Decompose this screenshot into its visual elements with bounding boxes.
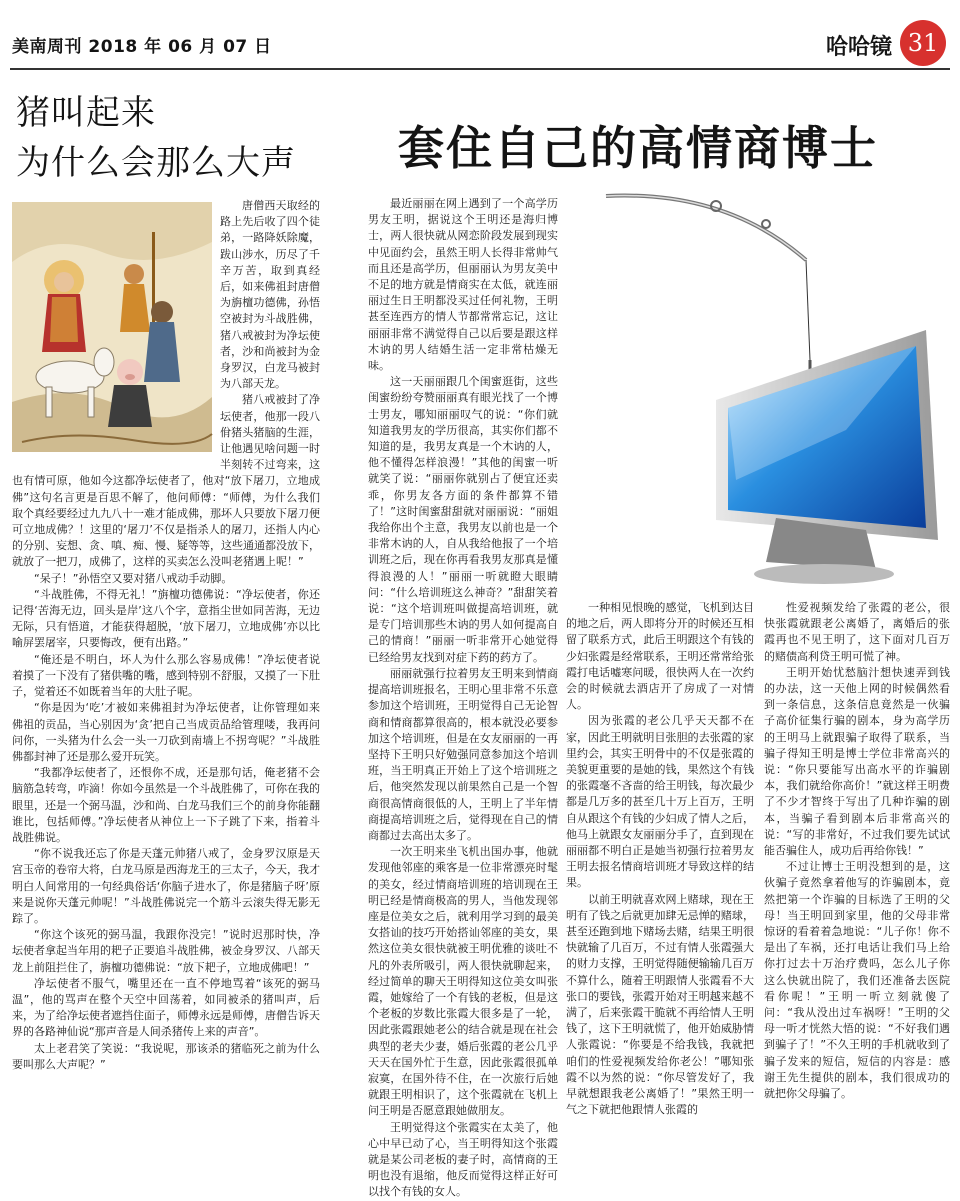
paragraph: 唐僧西天取经的路上先后收了四个徒弟，一路降妖除魔，跋山涉水，历尽了千辛万苦，取到真经后，如来佛祖封唐僧为旃檀功德佛，孙悟空被封为斗战胜佛，猪八戒被封为净坛使者，沙和尚被封为金身罗汉，白龙马被封为八部天龙。 [220, 199, 320, 391]
paragraph: “呆子！”孙悟空又要对猪八戒动手动脚。 [34, 571, 233, 585]
paragraph: “俺还是不明白，坏人为什么那么容易成佛！”净坛使者说着摸了一下没有了猪供嘴的嘴，感到特别不舒服，又摸了一下肚子，觉着还不如既着当年的大肚子呢。 [12, 652, 320, 699]
paragraph: “我都净坛使者了，还恨你不成，还是那句话，俺老猪不会脑筋急转弯，咋滴！你如今虽然是一个斗战胜佛了，可你在我的眼里，还是一个弼马温，沙和尚、白龙马我们三个的前身你能翻谁比，包括师傅。”净坛使者从神位上一下子跳了下来，指着斗战胜佛说。 [12, 766, 320, 844]
left-article [12, 88, 320, 1104]
paragraph: 丽丽就强行拉着男友王明来到情商提高培训班报名，王明心里非常不乐意参加这个培训班，王明觉得自己无论智商和情商都算很高的，根本就没必要参加这个培训班，但是在女友丽丽的一再坚持下王明只好勉强同意参加这个培训班，当王明真正开始上了这个培训班之后，他突然发现以前果然自己是一个智商很高情商很低的人，王明上了半年情商提高培训班之后，觉得现在自己的情商都过去高出太多了。 [368, 666, 558, 842]
right-article-column-3 [764, 600, 950, 1101]
publication-date-line: 美南周刊 2018 年 06 月 07 日 [12, 37, 272, 57]
right-article-title: 套住自己的高情商博士 [398, 121, 878, 175]
left-title-line-2: 为什么会那么大声 [16, 143, 296, 183]
paragraph: 一次王明来坐飞机出国办事，他就发现他邻座的乘客是一位非常漂亮时髦的美女，经过情商培训班的培训现在王明已经是情商极高的男人，当他发现邻座是位美女之后，就利用学习到的最美女搭讪的技巧开始搭讪邻座的美女，果然这位美女很快就被王明优雅的谈吐不凡的外表所吸引，两人很快就聊起来，经过简单的聊天王明得知这位美女叫张霞，她嫁给了一个有钱的老板，但是这个老板的岁数比张霞大很多是了一轮，因此张霞跟她老公的结合就是现在社会典型的老夫少妻，婚后张霞的老公几乎天天在国外忙于生意，因此张霞很孤单寂寞，在国外待不住，在一次旅行后她就跟王明相识了，这个张霞就在飞机上问王明是否愿意跟她做朋友。 [368, 845, 558, 1118]
paragraph: “你不说我还忘了你是天蓬元帅猪八戒了，金身罗汉原是天宫玉帝的卷帘大将，白龙马原是西海龙王的三太子，今天，我才明白人间常用的一句经典俗话‘你脑子进水了，你是猪脑子呀’原来是说你天蓬元帅呢！”斗战胜佛说完一个筋斗云滚失得无影无踪了。 [12, 847, 320, 925]
right-article-column-2 [566, 600, 754, 1117]
paragraph: “你是因为‘吃’才被如来佛祖封为净坛使者，让你管理如来佛祖的贡品，当心别因为‘贪’把自己当成贡品给管理喽，我再问问你，一头猪为什么会一头一刀砍到南墙上不拐弯呢？”斗战胜佛都封神了还是那么爱开玩笑。 [12, 701, 320, 763]
paragraph: 猪八戒被封了净坛使者，他那一段八佾猪头猪脑的生涯，让他遇见啥问题一时半刻转不过弯来，这也有情可原，他如今这都净坛使者了，他对“放下屠刀，立地成佛”这句名言更是百思不解了，他问师傅：“师傅，为什么我们取个真经要经过九九八十一难才能成佛，那坏人只要放下屠刀便可立地成佛？！这里的‘屠刀’不仅是指杀人的屠刀，还指人内心的分别、妄想、贪、嗔、痴、慢、疑等等，这些通通都没放下，就放了一把刀，成佛了，这样的买卖怎么没叫老猪遇上呢！” [12, 393, 320, 569]
page-number-badge: 31 [900, 20, 946, 66]
left-article-title [16, 88, 320, 188]
journey-west-illustration [12, 202, 212, 452]
paragraph: 因为张霞的老公几乎天天都不在家，因此王明就明目张胆的去张霞的家里约会，其实王明骨中的不仅是张霞的美貌更重要的是她的钱，果然这个有钱的张霞毫不吝啬的给王明钱，每次最少都是几万多的甚至几十万上百万，王明自从跟这个有钱的少妇成了情人之后，他马上就跟女友丽丽分手了，直到现在丽丽都不明白正是她当初强行拉着男友王明去报名情商培训班才导致这样的结果。 [566, 714, 754, 890]
paragraph: 这一天丽丽跟几个闺蜜逛街，这些闺蜜纷纷夸赞丽丽真有眼光找了一个博士男友，哪知丽丽叹气的说：“你们就知道我男友的学历很高，其实你们都不知道的是，我男友真是一个木讷的人，他不懂得怎样浪漫！”其他的闺蜜一听就笑了说：“丽丽你就别占了便宜还卖乖，你男友各方面的条件都算不错了！”这时闺蜜甜甜就对丽丽说：“丽姐我给你出个主意，我男友以前也是一个非常木讷的人，自从我给他报了一个培训班之后，现在你再看我男友那真是懂得浪漫的人！”丽丽一听就瞪大眼睛问：“什么培训班这么神奇？”甜甜笑着说：“这个培训班叫做提高培训班，就是专门培训那些木讷的男人如何提高自己的情商！”丽丽一听非常开心她觉得已经给男友找到对症下药的药方了。 [368, 375, 558, 664]
right-article-column-1 [368, 196, 558, 1199]
header-divider [10, 68, 950, 70]
paragraph: “斗战胜佛，不得无礼！”旃檀功德佛说：“净坛使者，你还记得‘苦海无边，回头是岸’这八个字，意指尘世如同苦海，无边无际，只有悟道，才能获得超脱，‘放下屠刀，立地成佛’亦以比喻屏罢屠宰，只要悔改，便有出路。” [12, 587, 320, 650]
paragraph: 王明开始忧愁脑汁想快速弄到钱的办法，这一天他上网的时候偶然看到一条信息，这条信息竟然是一伙骗子高价征集行骗的剧本，身为高学历的王明马上就跟骗子取得了联系，当骗子得知王明是博士学位非常高兴的说：“你只要能写出高水平的诈骗剧本，我们就给你高价！”就这样王明费了不少才智终于写出了几种诈骗的剧本，当骗子看到剧本后非常高兴的说：“写的非常好，不过我们要先试试能否骗住人，成功后再给你钱！” [764, 665, 950, 858]
paragraph: 净坛使者不服气，嘴里还在一直不停地骂着“该死的弼马温”，他的骂声在整个天空中回荡着，如同被杀的猪叫声，后来，为了给净坛使者遮挡住面子，师傅永远是师傅，唐僧告诉天界的各路神仙说“那声音是人间杀猪传上来的声音”。 [12, 976, 320, 1039]
fishing-rod-monitor-illustration [566, 190, 954, 590]
page-header [0, 0, 960, 70]
paragraph: 最近丽丽在网上遇到了一个高学历男友王明，据说这个王明还是海归博士，两人很快就从网恋阶段发展到现实中见面约会，虽然王明人长得非常帅气而且还是高学历，但丽丽认为男友美中不足的地方就是情商实在太低，就连丽丽过生日王明都没买过任何礼物，王明甚至连西方的情人节都常常忘记，这让丽丽非常不满觉得自己以后要是跟这样木讷的男人结婚生活一定非常枯燥无味。 [368, 197, 558, 373]
paragraph: “你这个该死的弼马温，我跟你没完！”说时迟那时快，净坛使者拿起当年用的耙子正要追斗战胜佛，被金身罗汉、八部天龙上前阻拦住了，旃檀功德佛说：“放下耙子，立地成佛吧！” [12, 928, 320, 974]
paragraph: 不过让博士王明没想到的是，这伙骗子竟然拿着他写的诈骗剧本，竟然把第一个诈骗的目标选了王明的父母！当王明回到家里，他的父母非常惊讶的看着着急地说：“儿子你！你不是出了车祸，还打电话让我们马上给你打过去十万治疗费吗，怎么儿子你这么快就出院了，我们还准备去医院看你呢！”王明一听立刻就傻了问：“我从没出过车祸呀！”王明的父母一听才恍然大悟的说：“不好我们遇到骗子了！”不久王明的手机就收到了骗子发来的短信，短信的内容是：感谢王先生提供的剧本，我们很成功的就把你父母骗了。 [764, 860, 950, 1101]
section-name: 哈哈镜 [825, 35, 892, 60]
paragraph: 性爱视频发给了张霞的老公，很快张霞就跟老公离婚了，离婚后的张霞再也不见王明了，这下面对几百万的赌债高利贷王明可慌了神。 [764, 601, 950, 663]
paragraph: 一种相见恨晚的感觉，飞机到达目的地之后，两人即将分开的时候还互相留了联系方式，此后王明跟这个有钱的少妇张霞是经常联系，王明还常常给张霞打电话嘘寒问暖，很快两人在一次约会的时候就去酒店开了房成了一对情人。 [566, 601, 754, 712]
left-title-line-1: 猪叫起来 [16, 93, 156, 133]
paragraph: 太上老君笑了笑说：“我说呢，那该杀的猪临死之前为什么要叫那么大声呢？” [12, 1041, 320, 1071]
paragraph: 王明觉得这个张霞实在太美了，他心中早已动了心，当王明得知这个张霞就是某公司老板的妻子时，高情商的王明也没有退缩，他反而觉得这样正好可以找个有钱的女人。 [368, 1120, 558, 1199]
paragraph: 以前王明就喜欢网上赌球，现在王明有了钱之后就更加肆无忌惮的赌球，甚至还跑到地下赌场去赌，结果王明很快就输了几百万，不过有情人张霞强大的财力支撑，王明觉得随便输输几百万不算什么，随着王明跟情人张霞看不大张口的要钱，张霞开始对王明越来越不满了，后来张霞干脆就不再给情人王明钱了，这下王明就慌了，他开始威胁情人张霞说：“你要是不给我钱，我就把咱们的性爱视频发给你老公！”哪知张霞不以为然的说：“你尽管发好了，我早就想跟我老公离婚了！”果然王明一气之下就把他跟情人张霞的 [566, 892, 754, 1117]
